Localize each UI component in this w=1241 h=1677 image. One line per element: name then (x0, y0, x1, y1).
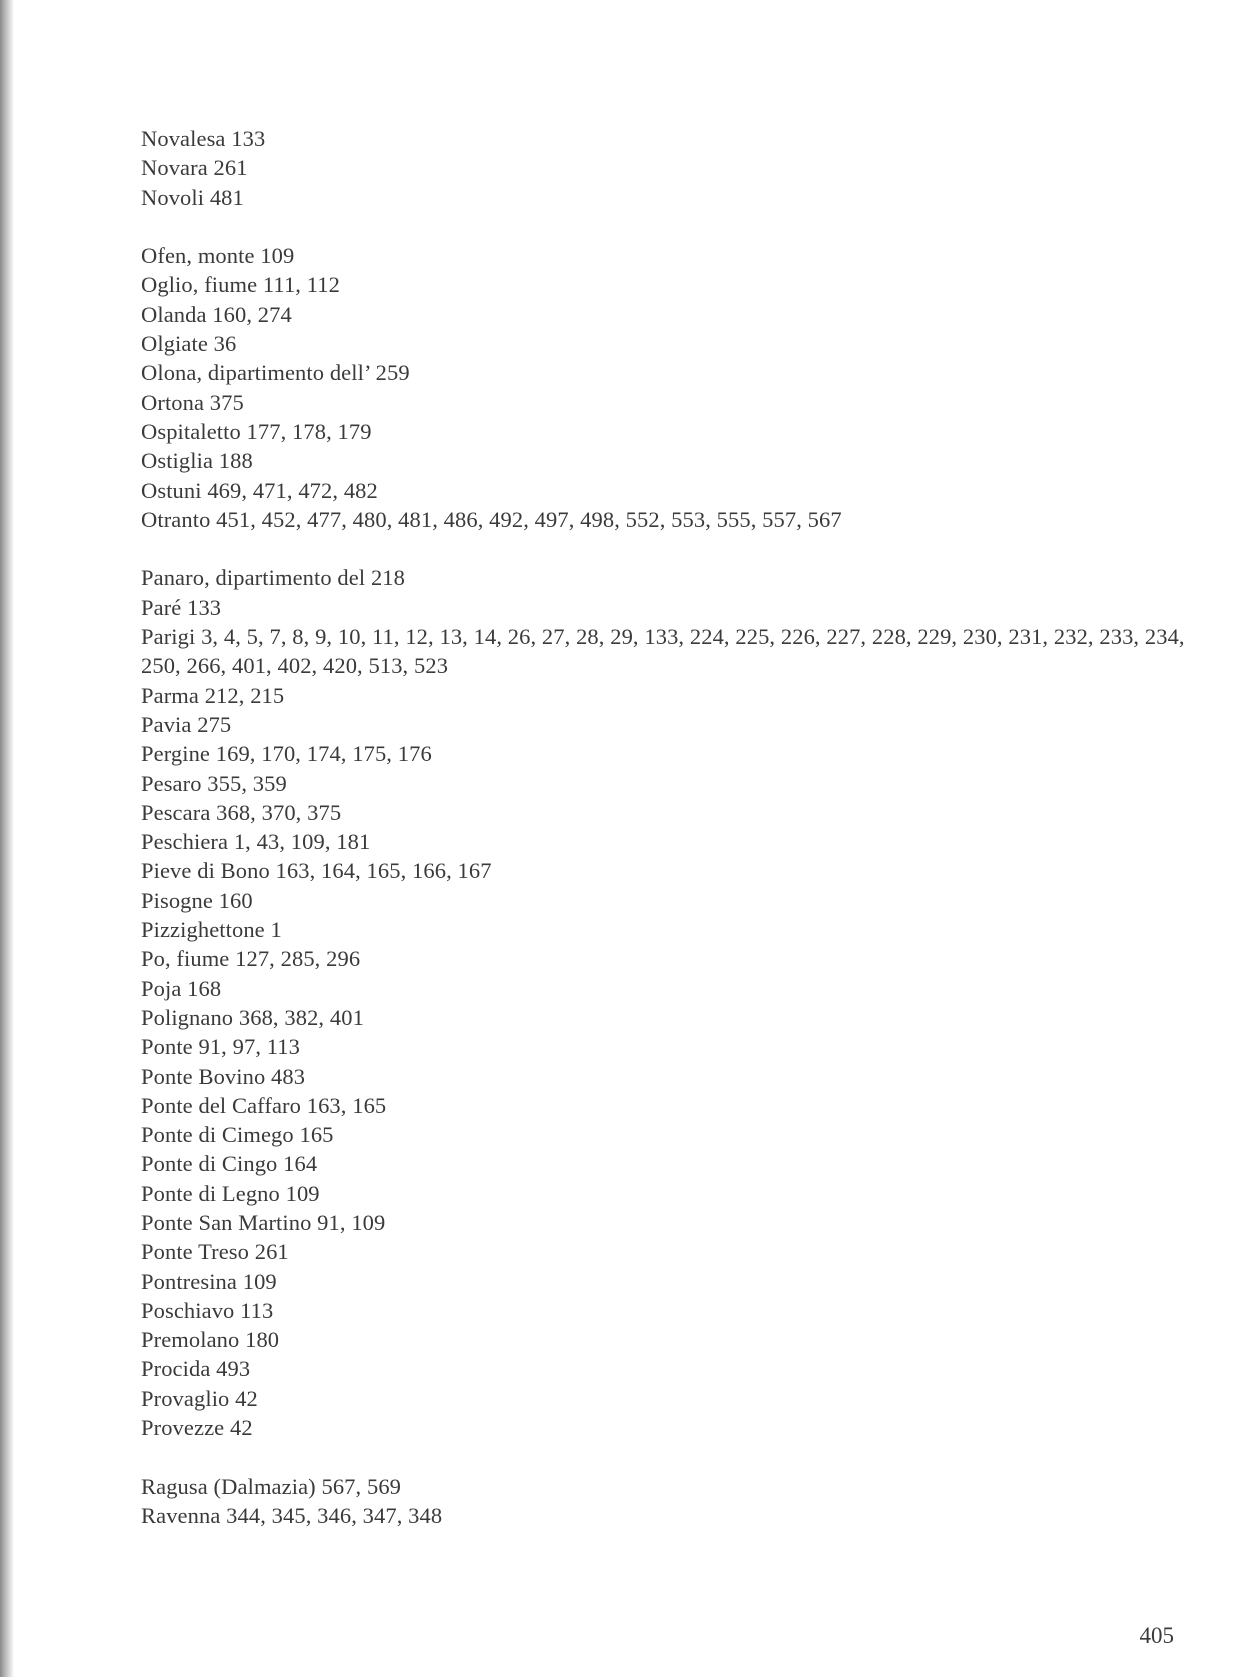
index-entry: Ponte 91, 97, 113 (141, 1034, 300, 1060)
index-entry: Olgiate 36 (141, 331, 237, 357)
index-entry: Ortona 375 (141, 389, 244, 415)
index-entry: Po, fiume 127, 285, 296 (141, 946, 361, 972)
index-entry: Ponte di Legno 109 (141, 1180, 320, 1206)
index-entry: Ponte del Caffaro 163, 165 (141, 1092, 387, 1118)
index-entry: Ospitaletto 177, 178, 179 (141, 418, 372, 444)
page-number: 405 (1139, 1623, 1174, 1648)
index-entry: Poschiavo 113 (141, 1297, 274, 1323)
index-entry: Ponte di Cimego 165 (141, 1122, 334, 1148)
index-entry: Pergine 169, 170, 174, 175, 176 (141, 741, 432, 767)
index-entry: Novalesa 133 (141, 126, 266, 151)
index-entry: Olanda 160, 274 (141, 301, 292, 327)
index-entry: Ponte San Martino 91, 109 (141, 1209, 386, 1235)
index-letter-group (141, 124, 1201, 212)
index-entry: Pizzighettone 1 (141, 917, 282, 943)
index-entry: Parigi 3, 4, 5, 7, 8, 9, 10, 11, 12, 13, 14, 26, 27, 28, 29, 133, 224, 225, 226, 227, 228, 229, 230, 231, 232, 233, 234, 250, 266, 401, 402, 420, 513, 523 (141, 624, 1185, 679)
index-entry: Premolano 180 (141, 1327, 280, 1353)
index-entry: Olona, dipartimento dell’ 259 (141, 360, 410, 386)
index-entry: Ofen, monte 109 (141, 243, 295, 269)
index-entry: Ponte Treso 261 (141, 1239, 289, 1265)
index-letter-group (141, 563, 1201, 1442)
index-entry: Procida 493 (141, 1356, 251, 1382)
index-entry: Ostuni 469, 471, 472, 482 (141, 477, 378, 503)
index-entry: Provezze 42 (141, 1415, 253, 1441)
index-entry: Otranto 451, 452, 477, 480, 481, 486, 492, 497, 498, 552, 553, 555, 557, 567 (141, 506, 842, 532)
index-letter-group (141, 1472, 1201, 1531)
index-entry: Poja 168 (141, 975, 222, 1001)
index-entry: Pontresina 109 (141, 1268, 277, 1294)
index-entry: Polignano 368, 382, 401 (141, 1004, 364, 1030)
index-entry: Paré 133 (141, 594, 222, 620)
index-entry: Provaglio 42 (141, 1385, 258, 1411)
index-entry: Ragusa (Dalmazia) 567, 569 (141, 1473, 402, 1499)
index-entry: Novoli 481 (141, 184, 244, 210)
place-index-list (141, 124, 1201, 1560)
index-entry: Ostiglia 188 (141, 448, 253, 474)
page-binding-edge (0, 0, 14, 1677)
index-entry: Ponte Bovino 483 (141, 1063, 306, 1089)
index-entry: Peschiera 1, 43, 109, 181 (141, 829, 371, 855)
index-letter-group (141, 241, 1201, 534)
index-entry: Pavia 275 (141, 711, 232, 737)
index-entry: Pieve di Bono 163, 164, 165, 166, 167 (141, 858, 492, 884)
index-entry: Pescara 368, 370, 375 (141, 799, 342, 825)
index-entry: Oglio, fiume 111, 112 (141, 272, 340, 298)
index-entry: Ravenna 344, 345, 346, 347, 348 (141, 1502, 443, 1528)
index-entry: Novara 261 (141, 155, 248, 181)
index-entry: Panaro, dipartimento del 218 (141, 565, 405, 591)
index-entry: Pesaro 355, 359 (141, 770, 287, 796)
index-entry: Parma 212, 215 (141, 682, 285, 708)
index-entry: Ponte di Cingo 164 (141, 1151, 318, 1177)
index-entry: Pisogne 160 (141, 887, 253, 913)
